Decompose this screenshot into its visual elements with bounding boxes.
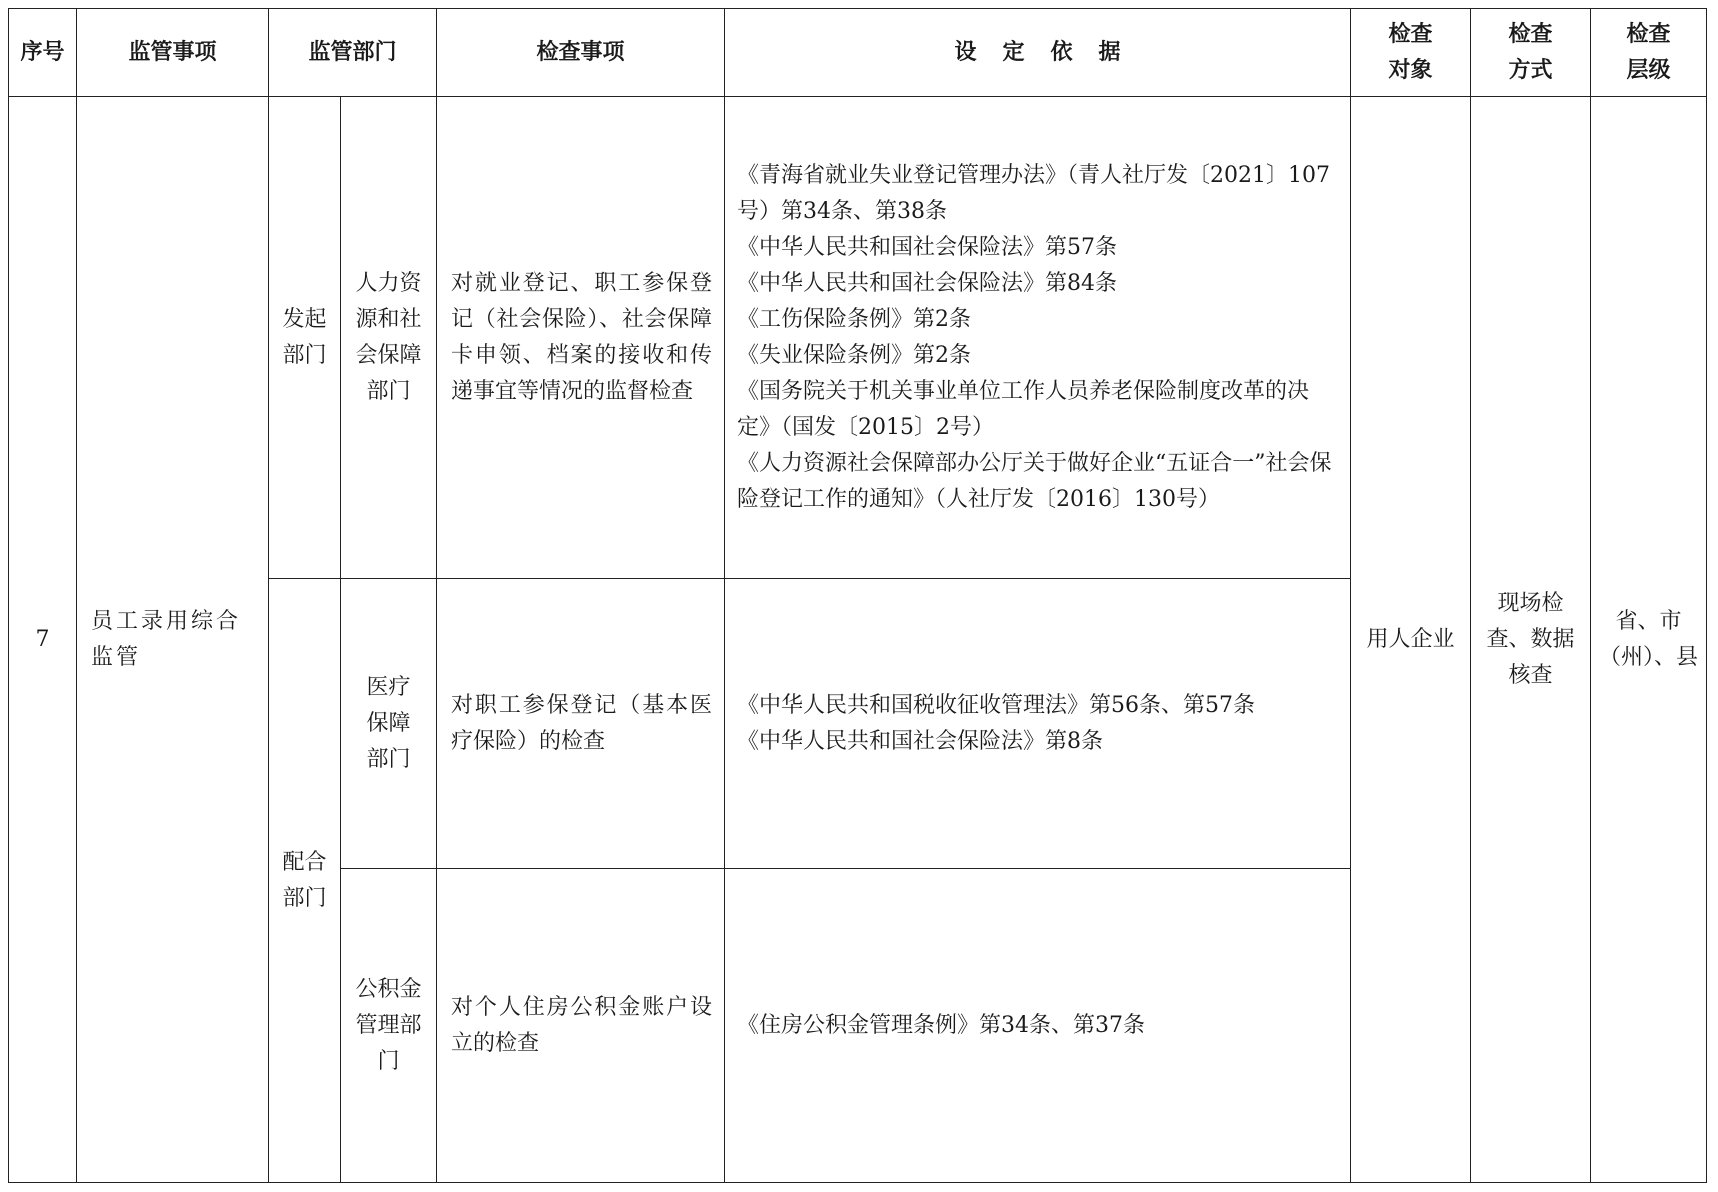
basis-cell <box>725 579 1351 869</box>
regulation-table <box>8 8 1707 1183</box>
dept-row-hr <box>9 97 1707 579</box>
header-dept: 监管部门 <box>269 9 437 97</box>
check-item-cell: 对职工参保登记（基本医疗保险）的检查 <box>437 579 725 869</box>
seq-cell: 7 <box>9 97 77 1183</box>
header-basis: 设定依据 <box>725 9 1351 97</box>
basis-line: 《中华人民共和国税收征收管理法》第56条、第57条 <box>737 692 1256 718</box>
basis-line: 《住房公积金管理条例》第34条、第37条 <box>737 1012 1146 1038</box>
header-seq: 序号 <box>9 9 77 97</box>
basis-line: 《国务院关于机关事业单位工作人员养老保险制度改革的决定》（国发〔2015〕2号） <box>737 378 1310 440</box>
header-level: 检查层级 <box>1591 9 1707 97</box>
target-cell: 用人企业 <box>1351 97 1471 1183</box>
header-row <box>9 9 1707 97</box>
basis-cell <box>725 97 1351 579</box>
method-cell: 现场检查、数据核查 <box>1471 97 1591 1183</box>
check-item-cell: 对就业登记、职工参保登记（社会保险）、社会保障卡申领、档案的接收和传递事宜等情况的监督检查 <box>437 97 725 579</box>
basis-line: 《中华人民共和国社会保险法》第8条 <box>737 728 1104 754</box>
header-target: 检查对象 <box>1351 9 1471 97</box>
dept-name-cell: 医疗保障部门 <box>341 579 437 869</box>
dept-name-cell: 人力资源和社会保障部门 <box>341 97 437 579</box>
basis-line: 《工伤保险条例》第2条 <box>737 306 972 332</box>
initiating-label-cell: 发起部门 <box>269 97 341 579</box>
level-cell: 省、市（州）、县 <box>1591 97 1707 1183</box>
basis-line: 《青海省就业失业登记管理办法》（青人社厅发〔2021〕107号）第34条、第38条 <box>737 162 1330 224</box>
basis-line: 《失业保险条例》第2条 <box>737 342 972 368</box>
check-item-cell: 对个人住房公积金账户设立的检查 <box>437 869 725 1183</box>
header-check-item: 检查事项 <box>437 9 725 97</box>
header-method: 检查方式 <box>1471 9 1591 97</box>
cooperating-label-cell: 配合部门 <box>269 579 341 1183</box>
basis-cell <box>725 869 1351 1183</box>
basis-line: 《人力资源社会保障部办公厅关于做好企业“五证合一”社会保险登记工作的通知》（人社厅发〔2016〕130号） <box>737 450 1332 512</box>
header-item: 监管事项 <box>77 9 269 97</box>
basis-line: 《中华人民共和国社会保险法》第84条 <box>737 270 1118 296</box>
dept-name-cell: 公积金管理部门 <box>341 869 437 1183</box>
item-cell: 员工录用综合监管 <box>77 97 269 1183</box>
basis-line: 《中华人民共和国社会保险法》第57条 <box>737 234 1118 260</box>
